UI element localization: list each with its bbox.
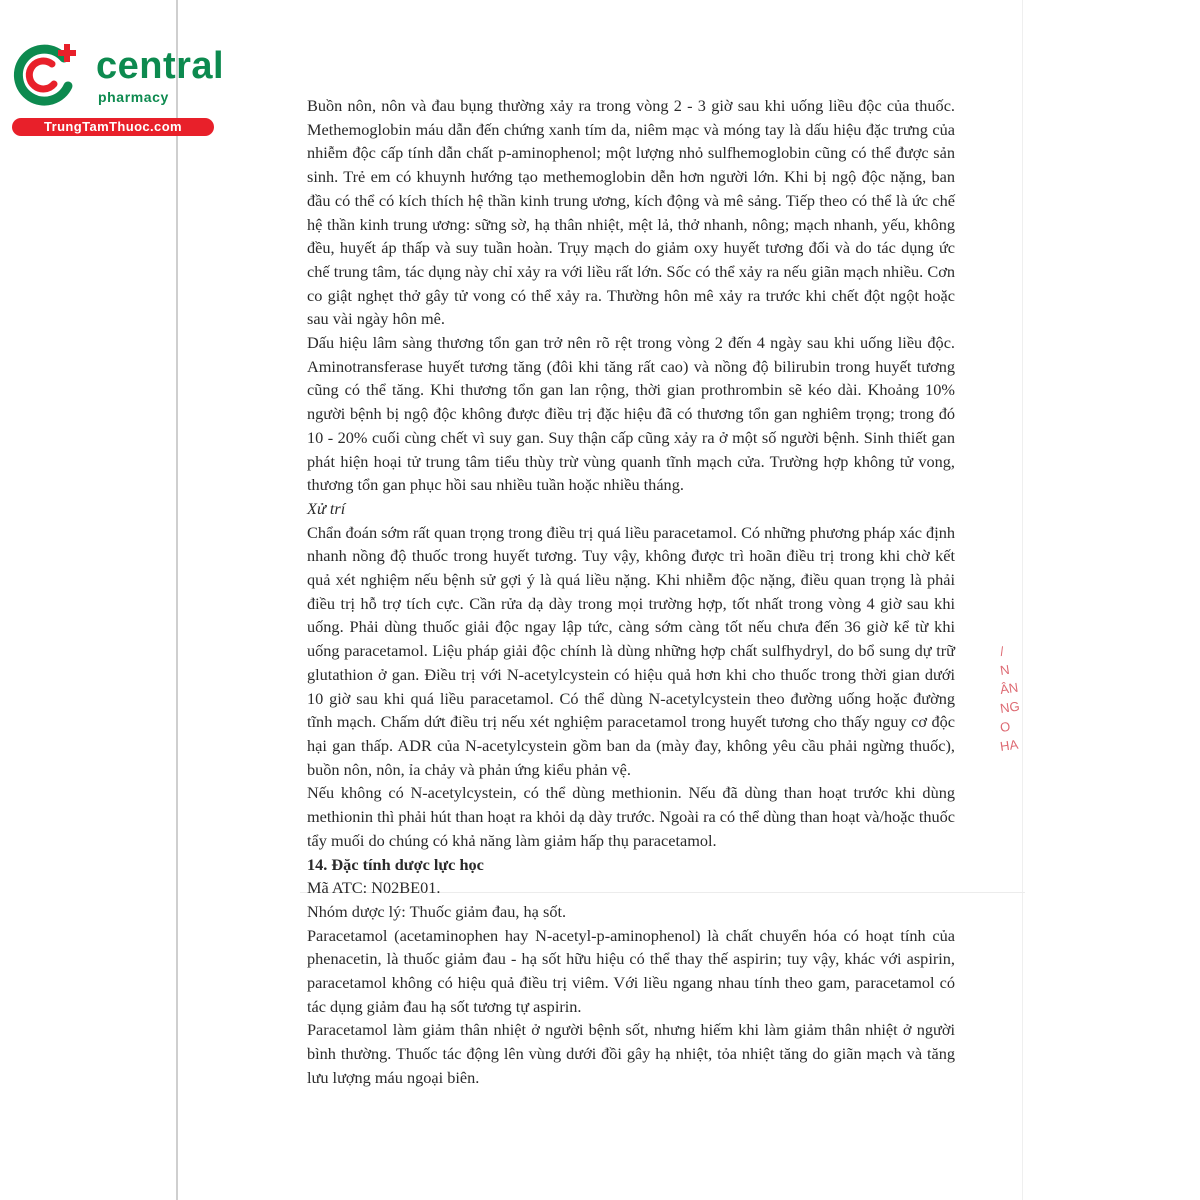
scan-page-edge-right [1022, 0, 1023, 1200]
paragraph-methionin: Nếu không có N-acetylcystein, có thể dùng methionin. Nếu đã dùng than hoạt trước khi dùng methionin thì phải hút than hoạt ra khỏi dạ dày trước. Ngoài ra có thể dùng than hoạt và/hoặc thuốc tẩy muối do chúng có khả năng làm giảm hấp thụ paracetamol. [307, 783, 955, 850]
treatment-heading: Xử trí [307, 498, 346, 518]
document-body [307, 94, 955, 1090]
section-14-heading: 14. Đặc tính dược lực học [307, 854, 484, 874]
scan-page-edge-left [176, 0, 178, 1200]
paragraph-liver-damage: Dấu hiệu lâm sàng thương tổn gan trở nên rõ rệt trong vòng 2 đến 4 ngày sau khi uống liều độc. Aminotransferase huyết tương tăng (đôi khi tăng rất cao) và nồng độ bilirubin trong huyết tương cũng có thể tăng. Khi thương tổn gan lan rộng, thời gian prothrombin sẽ kéo dài. Khoảng 10% người bệnh bị ngộ độc không được điều trị đặc hiệu đã có thương tổn gan nghiêm trọng; trong đó 10 - 20% cuối cùng chết vì suy gan. Suy thận cấp cũng xảy ra ở một số người bệnh. Sinh thiết gan phát hiện hoại tử trung tâm tiểu thùy trừ vùng quanh tĩnh mạch cửa. Trường hợp không tử vong, thương tổn gan phục hồi sau nhiều tuần hoặc nhiều tháng. [307, 333, 955, 495]
stamp-fragment: NG [999, 698, 1021, 717]
stamp-fragment: N [999, 661, 1011, 679]
partial-red-stamp [1000, 640, 1030, 800]
paragraph-antipyretic-mechanism: Paracetamol làm giảm thân nhiệt ở người bệnh sốt, nhưng hiếm khi làm giảm thân nhiệt ở người bình thường. Thuốc tác động lên vùng dưới đồi gây hạ nhiệt, tỏa nhiệt tăng do giãn mạch và tăng lưu lượng máu ngoại biên. [307, 1020, 955, 1087]
stamp-fragment: HA [999, 736, 1020, 755]
stamp-fragment: O [999, 718, 1012, 736]
paragraph-drug-group: Nhóm dược lý: Thuốc giảm đau, hạ sốt. [307, 901, 567, 921]
paragraph-overdose-symptoms: Buồn nôn, nôn và đau bụng thường xảy ra trong vòng 2 - 3 giờ sau khi uống liều độc của thuốc. Methemoglobin máu dẫn đến chứng xanh tím da, niêm mạc và móng tay là dấu hiệu đặc trưng của nhiễm độc cấp tính dẫn chất p-aminophenol; một lượng nhỏ sulfhemoglobin cũng có thể được sản sinh. Trẻ em có khuynh hướng tạo methemoglobin dễn hơn người lớn. Khi bị ngộ độc nặng, ban đầu có thể có kích thích hệ thần kinh trung ương, kích động và mê sảng. Tiếp theo có thể là ức chế hệ thần kinh trung ương: sững sờ, hạ thân nhiệt, mệt lả, thở nhanh, nông; mạch nhanh, yếu, không đều, huyết áp thấp và suy tuần hoàn. Trụy mạch do giảm oxy huyết tương đối và do tác dụng ức chế trung tâm, tác dụng này chỉ xảy ra với liều rất lớn. Sốc có thể xảy ra nếu giãn mạch nhiều. Cơn co giật nghẹt thở gây tử vong có thể xảy ra. Thường hôn mê xảy ra trước khi chết đột ngột hoặc sau vài ngày hôn mê. [307, 96, 955, 329]
logo-brand-name: central [96, 45, 225, 87]
logo-subtitle: pharmacy [98, 89, 169, 105]
paragraph-treatment: Chẩn đoán sớm rất quan trọng trong điều trị quá liều paracetamol. Có những phương pháp xác định nhanh nồng độ thuốc trong huyết tương. Tuy vậy, không được trì hoãn điều trị trong khi chờ kết quả xét nghiệm nếu bệnh sử gợi ý là quá liều nặng. Khi nhiễm độc nặng, điều quan trọng là phải điều trị hỗ trợ tích cực. Cần rửa dạ dày trong mọi trường hợp, tốt nhất trong vòng 4 giờ sau khi uống. Phải dùng thuốc giải độc ngay lập tức, càng sớm càng tốt nếu chưa đến 36 giờ kể từ khi uống paracetamol. Liệu pháp giải độc chính là dùng những hợp chất sulfhydryl, do bổ sung dự trữ glutathion ở gan. Điều trị với N-acetylcystein có hiệu quả hơn khi cho thuốc trong thời gian dưới 10 giờ sau khi quá liều paracetamol. Có thể dùng N-acetylcystein theo đường uống hoặc đường tĩnh mạch. Chấm dứt điều trị nếu xét nghiệm paracetamol trong huyết tương cho thấy nguy cơ độc hại gan thấp. ADR của N-acetylcystein gồm ban da (mày đay, không yêu cầu phải ngừng thuốc), buồn nôn, nôn, ỉa chảy và phản ứng kiểu phản vệ. [307, 522, 955, 779]
central-pharmacy-logo[interactable] [8, 38, 225, 138]
stamp-fragment: / [999, 643, 1005, 660]
logo-website: TrungTamThuoc.com [12, 118, 214, 136]
pharmacy-cross-c-icon [10, 38, 82, 110]
stamp-fragment: ÂN [999, 679, 1020, 698]
paragraph-atc-code: Mã ATC: N02BE01. [307, 878, 441, 898]
paragraph-paracetamol-description: Paracetamol (acetaminophen hay N-acetyl-p-aminophenol) là chất chuyển hóa có hoạt tính của phenacetin, là thuốc giảm đau - hạ sốt hữu hiệu có thể thay thế aspirin; tuy vậy, khác với aspirin, paracetamol không có hiệu quả điều trị viêm. Với liều ngang nhau tính theo gam, paracetamol có tác dụng giảm đau hạ sốt tương tự aspirin. [307, 925, 955, 1016]
